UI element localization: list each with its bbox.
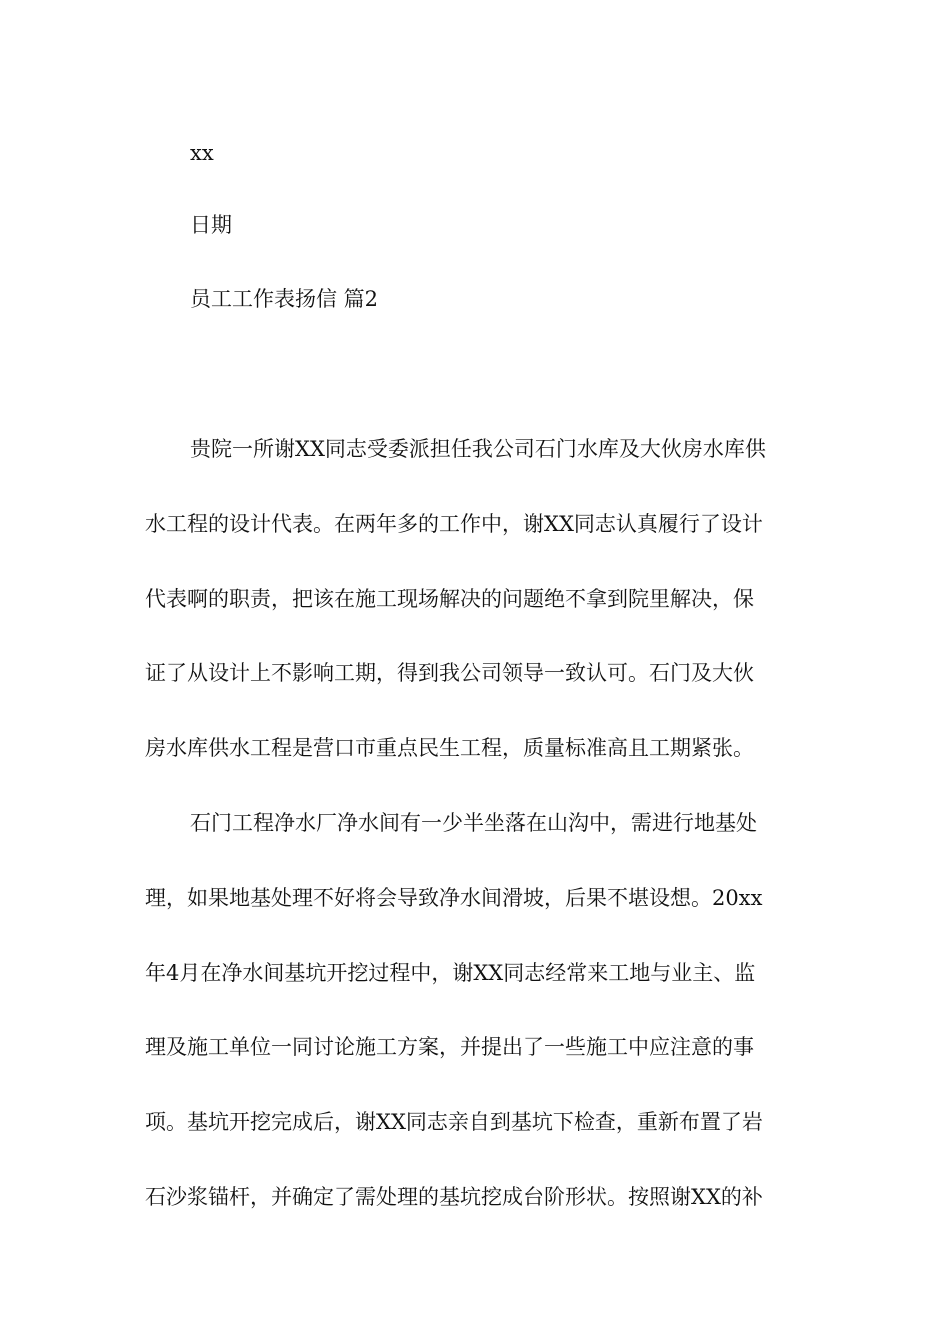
paragraph-line: 石沙浆锚杆，并确定了需处理的基坑挖成台阶形状。按照谢XX的补 (145, 1185, 763, 1209)
paragraph-line: 石门工程净水厂净水间有一少半坐落在山沟中，需进行地基处 (190, 811, 757, 835)
section-title: 员工工作表扬信 篇2 (190, 287, 379, 311)
paragraph-line: 项。基坑开挖完成后，谢XX同志亲自到基坑下检查，重新布置了岩 (145, 1110, 763, 1134)
date-label: 日期 (190, 213, 232, 237)
paragraph-line: 年4月在净水间基坑开挖过程中，谢XX同志经常来工地与业主、监 (145, 961, 756, 985)
paragraph-line: 贵院一所谢XX同志受委派担任我公司石门水库及大伙房水库供 (190, 437, 766, 461)
paragraph-line: 证了从设计上不影响工期，得到我公司领导一致认可。石门及大伙 (145, 661, 754, 685)
signature-name: xx (190, 141, 214, 165)
paragraph-line: 水工程的设计代表。在两年多的工作中，谢XX同志认真履行了设计 (145, 512, 763, 536)
paragraph-line: 理及施工单位一同讨论施工方案，并提出了一些施工中应注意的事 (145, 1035, 754, 1059)
paragraph-line: 代表啊的职责，把该在施工现场解决的问题绝不拿到院里解决，保 (145, 587, 754, 611)
paragraph-line: 理，如果地基处理不好将会导致净水间滑坡，后果不堪设想。20xx (145, 886, 763, 910)
paragraph-line: 房水库供水工程是营口市重点民生工程，质量标准高且工期紧张。 (145, 736, 754, 760)
